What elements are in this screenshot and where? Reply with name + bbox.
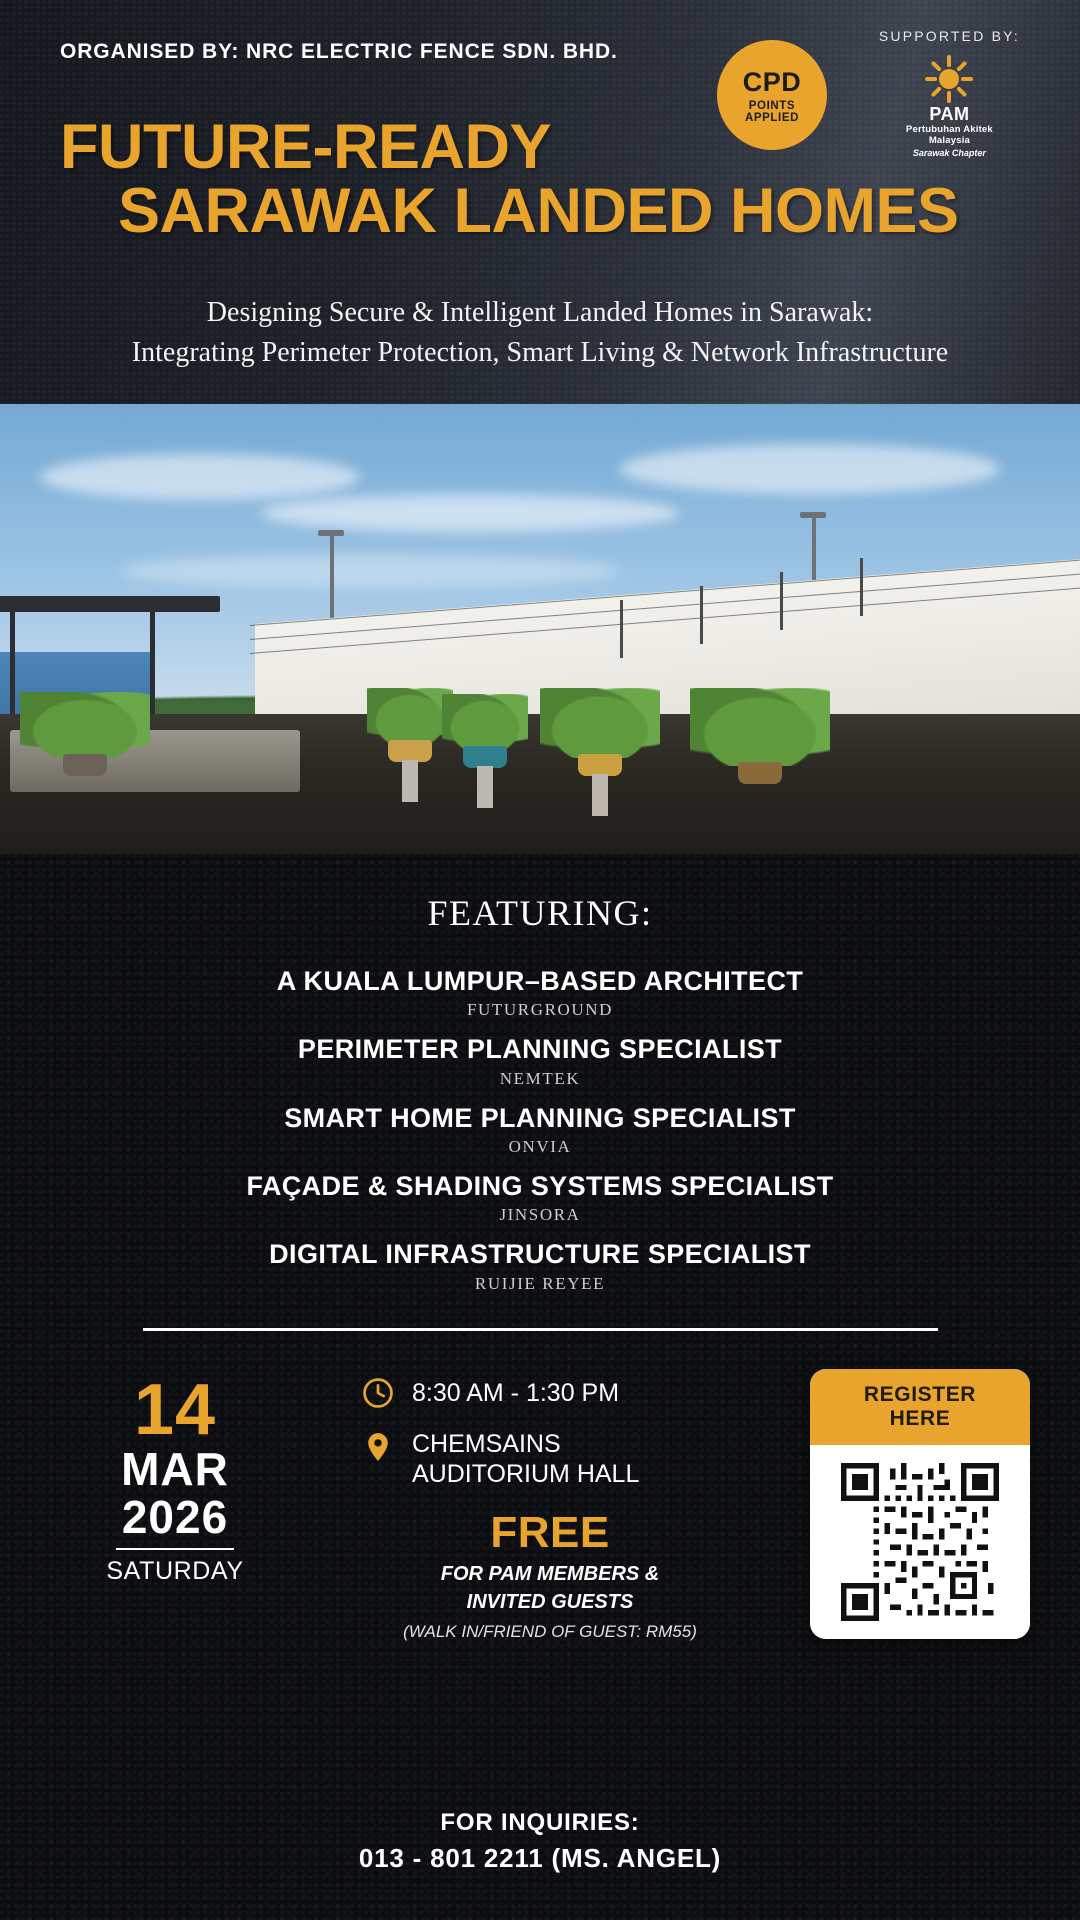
- event-venue-row: [310, 1429, 810, 1490]
- speaker-item: [0, 1103, 1080, 1157]
- price-eligibility-line-2: INVITED GUESTS: [466, 1590, 634, 1613]
- pam-logo-sub-1: Pertubuhan Akitek: [905, 124, 993, 135]
- fence-post: [860, 558, 863, 616]
- qr-code-icon[interactable]: [841, 1463, 999, 1621]
- speaker-item: [0, 966, 1080, 1020]
- event-year: 2026: [121, 1491, 229, 1544]
- pam-logo-name: PAM: [929, 104, 970, 124]
- event-price-block: [310, 1508, 810, 1642]
- event-month: MAR: [121, 1443, 229, 1496]
- featuring-heading: FEATURING:: [427, 893, 653, 933]
- bonsai-plant: [545, 680, 655, 776]
- title-line-2: SARAWAK LANDED HOMES: [118, 176, 959, 247]
- organiser-line: ORGANISED BY: NRC ELECTRIC FENCE SDN. BHD.: [60, 40, 618, 63]
- pam-logo: [879, 56, 1020, 158]
- event-time: 8:30 AM - 1:30 PM: [412, 1378, 620, 1407]
- cloud-shape: [620, 444, 1000, 494]
- poster-subtitle: [0, 293, 1080, 373]
- street-lamp-head: [318, 530, 344, 536]
- fence-post: [620, 600, 623, 658]
- speaker-role: DIGITAL INFRASTRUCTURE SPECIALIST: [269, 1239, 811, 1270]
- inquiries-phone[interactable]: 013 - 801 2211 (MS. ANGEL): [358, 1843, 722, 1873]
- date-underline: [116, 1548, 234, 1550]
- supported-by-block: [879, 28, 1020, 158]
- speaker-company: ONVIA: [508, 1136, 572, 1156]
- cpd-applied-label: APPLIED: [744, 111, 800, 124]
- cpd-label: CPD: [742, 66, 802, 97]
- speaker-role: SMART HOME PLANNING SPECIALIST: [284, 1102, 796, 1133]
- register-card[interactable]: [810, 1369, 1030, 1639]
- cpd-points-label: POINTS: [748, 99, 796, 112]
- speaker-item: [0, 1034, 1080, 1088]
- hero-photo: [0, 404, 1080, 854]
- register-label-line-2: HERE: [889, 1406, 951, 1430]
- speaker-role: PERIMETER PLANNING SPECIALIST: [297, 1034, 783, 1065]
- speaker-company: JINSORA: [499, 1205, 581, 1225]
- inquiries-title: FOR INQUIRIES:: [440, 1809, 640, 1836]
- poster-header: [0, 0, 1080, 404]
- event-info-block: [300, 1369, 810, 1642]
- event-venue: [412, 1429, 639, 1490]
- cloud-shape: [40, 454, 360, 500]
- subtitle-line-1: Designing Secure & Intelligent Landed Homes in Sarawak:: [206, 297, 874, 328]
- fence-post: [780, 572, 783, 630]
- title-line-1: FUTURE-READY: [60, 112, 551, 182]
- price-eligibility-line-1: FOR PAM MEMBERS &: [440, 1562, 660, 1585]
- event-time-row: [310, 1375, 810, 1411]
- speaker-role: FAÇADE & SHADING SYSTEMS SPECIALIST: [246, 1170, 834, 1201]
- fence-post: [700, 586, 703, 644]
- street-lamp-head: [800, 512, 826, 518]
- venue-line-1: CHEMSAINS: [412, 1429, 561, 1458]
- event-price: FREE: [490, 1507, 610, 1557]
- speaker-item: [0, 1239, 1080, 1293]
- cloud-shape: [120, 554, 620, 588]
- bonsai-plant: [30, 690, 140, 776]
- pergola-canopy: [0, 596, 220, 612]
- featuring-section: [0, 854, 1080, 1331]
- speaker-item: [0, 1171, 1080, 1225]
- bonsai-plant: [700, 684, 820, 784]
- speaker-role: A KUALA LUMPUR–BASED ARCHITECT: [276, 966, 804, 996]
- cpd-points-badge: [717, 40, 827, 150]
- register-button[interactable]: [810, 1369, 1030, 1445]
- sun-icon: [926, 56, 972, 102]
- speaker-company: FUTURGROUND: [466, 1000, 614, 1020]
- supported-by-label: SUPPORTED BY:: [878, 28, 1020, 44]
- event-weekday: SATURDAY: [106, 1556, 244, 1585]
- register-block[interactable]: [810, 1369, 1030, 1639]
- pam-logo-sub-2: Malaysia: [928, 134, 971, 146]
- pam-logo-chapter: Sarawak Chapter: [912, 147, 986, 158]
- location-pin-icon: [360, 1429, 396, 1465]
- clock-icon: [360, 1375, 396, 1411]
- speaker-company: RUIJIE REYEE: [474, 1273, 606, 1293]
- speaker-company: NEMTEK: [499, 1068, 581, 1088]
- venue-line-2: AUDITORIUM HALL: [412, 1460, 640, 1489]
- price-walk-in-note: (WALK IN/FRIEND OF GUEST: RM55): [403, 1621, 697, 1641]
- event-details: [0, 1331, 1080, 1642]
- register-label-line-1: REGISTER: [863, 1382, 977, 1406]
- bonsai-plant: [440, 688, 530, 768]
- event-day: 14: [133, 1369, 217, 1450]
- event-date-block: [50, 1369, 300, 1586]
- cloud-shape: [260, 494, 680, 532]
- inquiries-block: [0, 1809, 1080, 1874]
- qr-code-wrapper[interactable]: [810, 1445, 1030, 1639]
- subtitle-line-2: Integrating Perimeter Protection, Smart Living & Network Infrastructure: [131, 336, 949, 368]
